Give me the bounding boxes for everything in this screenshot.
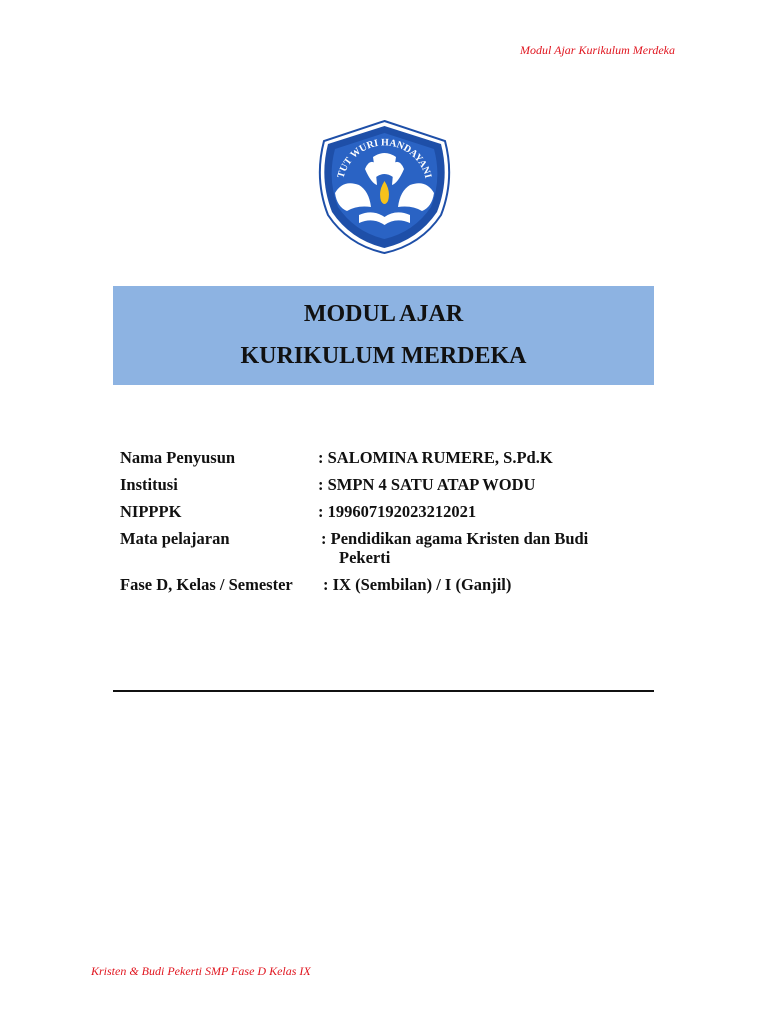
horizontal-rule (113, 690, 654, 692)
value-fase-kelas-semester: : IX (Sembilan) / I (Ganjil) (323, 575, 512, 594)
value-mata-pelajaran-cont: Pekerti (339, 548, 391, 567)
value-nipppk: : 199607192023212021 (318, 502, 477, 521)
label-mata-pelajaran: Mata pelajaran (120, 529, 230, 548)
value-institusi: : SMPN 4 SATU ATAP WODU (318, 475, 536, 494)
title-line-1: MODUL AJAR (303, 301, 464, 327)
value-nama-penyusun: : SALOMINA RUMERE, S.Pd.K (318, 448, 553, 467)
footer-note: Kristen & Budi Pekerti SMP Fase D Kelas IX (91, 964, 311, 978)
logo-motto: TUT WURI HANDAYANI (335, 137, 434, 180)
tut-wuri-handayani-logo (313, 119, 456, 255)
label-institusi: Institusi (120, 475, 178, 494)
header-note: Modul Ajar Kurikulum Merdeka (520, 43, 675, 57)
value-mata-pelajaran: : Pendidikan agama Kristen dan Budi (321, 529, 589, 548)
label-fase-kelas-semester: Fase D, Kelas / Semester (120, 575, 293, 594)
title-banner (113, 286, 654, 385)
label-nama-penyusun: Nama Penyusun (120, 448, 236, 467)
label-nipppk: NIPPPK (120, 502, 182, 521)
title-line-2: KURIKULUM MERDEKA (240, 343, 527, 369)
